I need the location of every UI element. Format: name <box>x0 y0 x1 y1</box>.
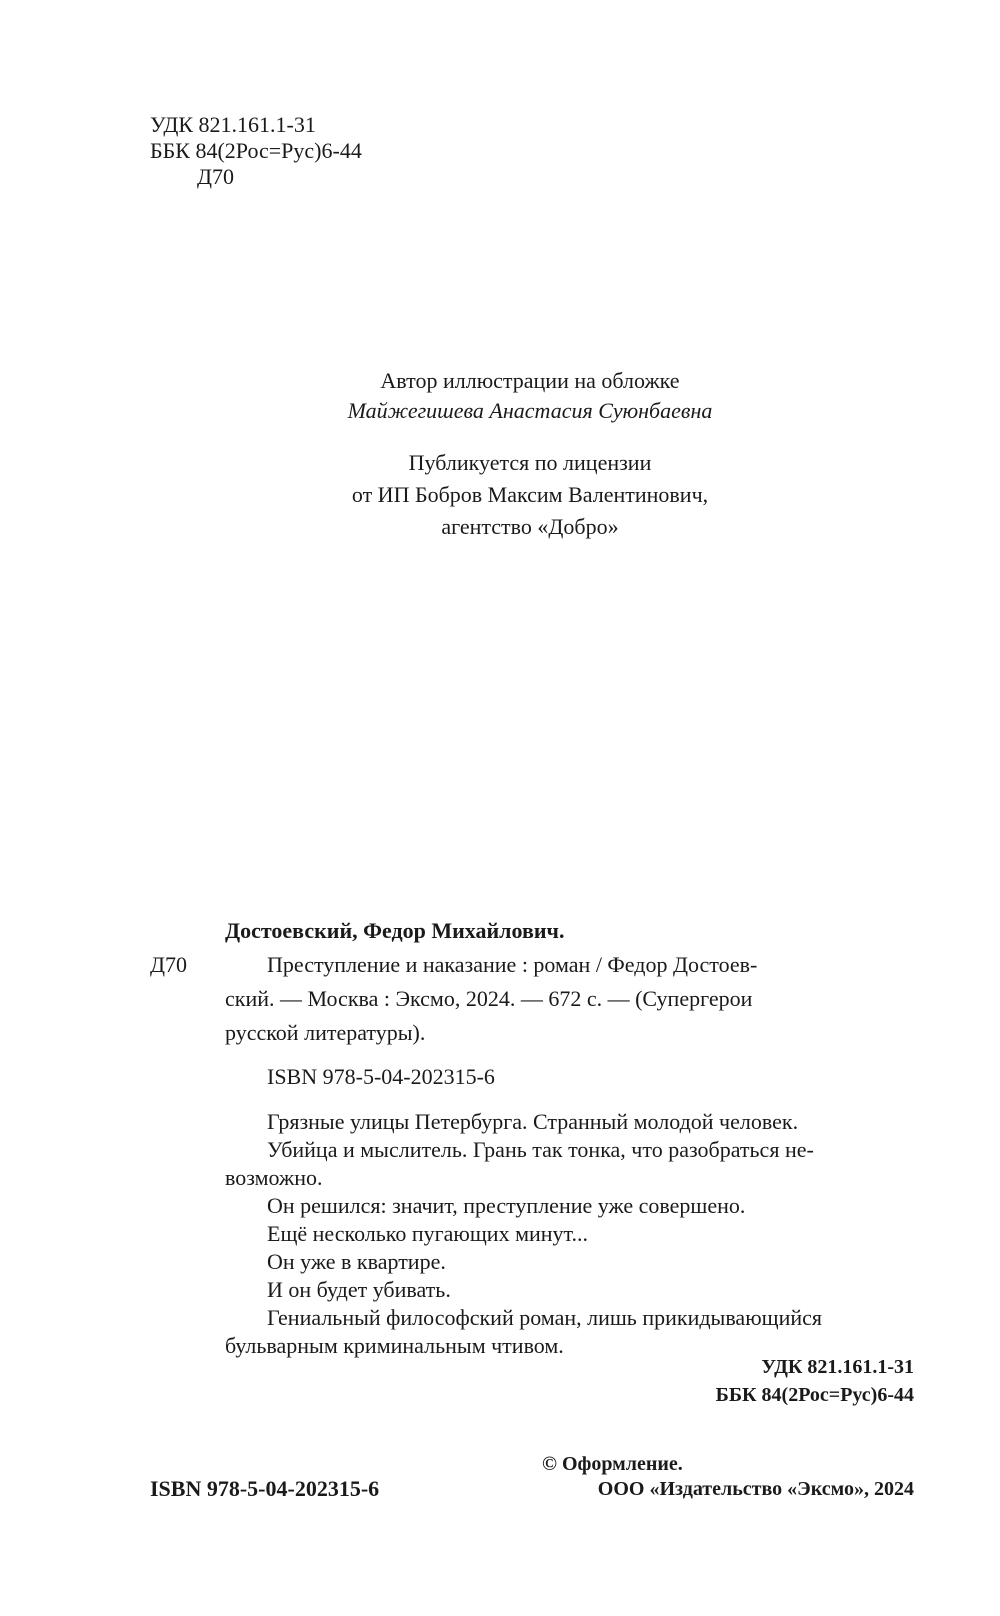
description-line: Убийца и мыслитель. Грань так тонка, что разобраться не- <box>267 1137 814 1162</box>
description-line: Грязные улицы Петербурга. Странный молодой человек. <box>267 1109 799 1134</box>
copyright-line-2: ООО «Издательство «Эксмо», 2024 <box>597 1478 914 1500</box>
header-udk: УДК 821.161.1-31 <box>150 112 316 137</box>
license-line-1: Публикуется по лицензии <box>408 450 652 475</box>
description-line: возможно. <box>225 1165 323 1190</box>
catalog-author: Достоевский, Федор Михайлович. <box>225 918 565 943</box>
catalog-title-line: русской литературы). <box>225 1020 426 1045</box>
footer-isbn: ISBN 978-5-04-202315-6 <box>150 1476 380 1501</box>
description-line: Ещё несколько пугающих минут... <box>267 1221 588 1246</box>
catalog-code: Д70 <box>150 952 188 977</box>
header-bbk: ББК 84(2Рос=Рус)6-44 <box>150 138 362 163</box>
catalog-title-line: ский. — Москва : Эксмо, 2024. — 672 с. — (Супергерои <box>225 986 753 1011</box>
copyright-line-1: © Оформление. <box>542 1453 683 1475</box>
description-line: Он уже в квартире. <box>267 1249 446 1274</box>
license-line-2: от ИП Бобров Максим Валентинович, <box>351 482 709 507</box>
header-code: Д70 <box>197 164 235 189</box>
footer-udk: УДК 821.161.1-31 <box>761 1356 914 1378</box>
catalog-isbn: ISBN 978-5-04-202315-6 <box>267 1064 495 1089</box>
description-line: бульварным криминальным чтивом. <box>225 1333 564 1358</box>
illustration-label: Автор иллюстрации на обложке <box>380 368 680 393</box>
catalog-title-line: Преступление и наказание : роман / Федор Достоев- <box>267 952 758 977</box>
description-line: Гениальный философский роман, лишь прикидывающийся <box>267 1305 822 1330</box>
description-line: Он решился: значит, преступление уже совершено. <box>267 1193 746 1218</box>
footer-bbk: ББК 84(2Рос=Рус)6-44 <box>715 1384 914 1406</box>
illustrator-name: Майжегишева Анастасия Суюнбаевна <box>347 398 713 423</box>
license-line-3: агентство «Добро» <box>441 514 619 539</box>
description-line: И он будет убивать. <box>267 1277 451 1302</box>
